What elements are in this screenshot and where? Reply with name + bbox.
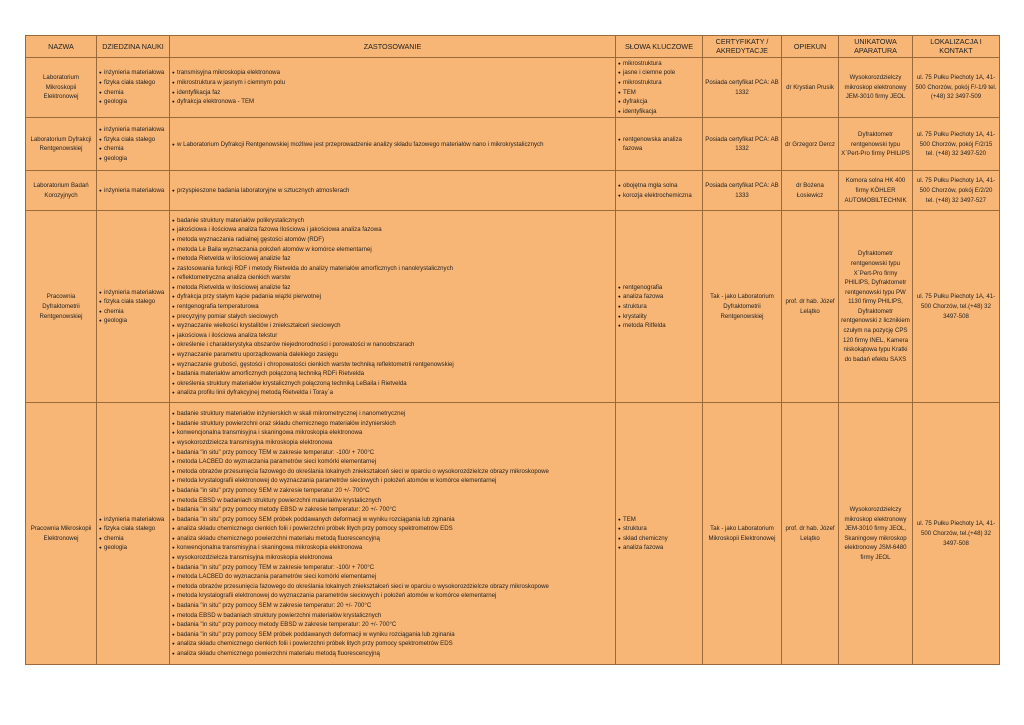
list-item: ● wyznaczanie grubości, gęstości i chropowatości cienkich warstw techniką reflektometrii rentgenowskiej (172, 360, 613, 370)
list-item: ● badania "in situ" przy pomocy metody EBSD w zakresie temperatur: 20 +/- 700°C (172, 505, 613, 515)
list-item: ● geologia (99, 543, 167, 553)
list-item: ● mikrostruktura (618, 78, 700, 88)
table-row (26, 118, 1000, 171)
list-item: ● struktura (618, 302, 700, 312)
list-item: ● badania "in situ" przy pomocy SEM w zakresie temperatur 20 +/- 700°C (172, 486, 613, 496)
cell-slowa-kluczowe-list (618, 181, 700, 200)
list-item: ● reflektometryczna analiza cienkich warstw (172, 273, 613, 283)
cell-aparatura: Wysokorozdzielczy mikroskop elektronowy JEM-3010 firmy JEOL (839, 57, 913, 118)
list-item: ● mikrostruktura w jasnym i ciemnym polu (172, 78, 613, 88)
cell-zastosowanie-list (172, 140, 613, 150)
list-item: ● badania "in situ" przy pomocy SEM próbek poddawanych deformacji w wyniku rozciągania lub zginania (172, 515, 613, 525)
list-item: ● metoda LACBED do wyznaczania parametrów sieci komórki elementarnej (172, 572, 613, 582)
cell-slowa-kluczowe (616, 211, 703, 403)
cell-opiekun: dr Grzegorz Dercz (782, 118, 839, 171)
list-item: ● wysokorozdzielcza transmisyjna mikroskopia elektronowa (172, 553, 613, 563)
cell-dziedzina-list (99, 68, 167, 106)
list-item: ● inżynieria materiałowa (99, 515, 167, 525)
cell-zastosowanie (170, 57, 616, 118)
cell-slowa-kluczowe-list (618, 283, 700, 331)
list-item: ● w Laboratorium Dyfrakcji Rentgenowskiej możliwe jest przeprowadzenie analizy składu fazowego materiałów nano i mikrokrystalicznych (172, 140, 613, 150)
list-item: ● wyznaczanie wielkości krystalitów i zniekształceń sieciowych (172, 321, 613, 331)
list-item: ● metoda krystalografii elektronowej do wyznaczania parametrów sieciowych i położeń atomów w komórce elementarnej (172, 476, 613, 486)
list-item: ● jakościowa i ilościowa analiza tekstur (172, 331, 613, 341)
list-item: ● mikrostruktura (618, 59, 700, 69)
list-item: ● badania "in situ" przy pomocy TEM w zakresie temperatur: -100/ + 700°C (172, 448, 613, 458)
cell-dziedzina (97, 403, 170, 665)
cell-aparatura: Dyfraktometr rentgenowski typu X`Pert-Pro firmy PHILIPS, Dyfraktometr rentgenowski typu PW 1130 firmy PHILIPS, Dyfraktometr rentgenowski z licznikiem czułym na pozycję CPS 120 firmy INEL, Kamera niskokątowa typu Kratki do badań efektu SAXS (839, 211, 913, 403)
cell-opiekun: prof. dr hab. Józef Lelątko (782, 403, 839, 665)
list-item: ● rentgenowska analiza fazowa (618, 135, 700, 154)
list-item: ● dyfrakcja (618, 97, 700, 107)
cell-slowa-kluczowe (616, 403, 703, 665)
cell-opiekun: dr Krystian Prusik (782, 57, 839, 118)
list-item: ● chemia (99, 144, 167, 154)
cell-zastosowanie-list (172, 68, 613, 106)
list-item: ● wysokorozdzielcza transmisyjna mikroskopia elektronowa (172, 438, 613, 448)
list-item: ● rentgenografia temperaturowa (172, 302, 613, 312)
list-item: ● metoda wyznaczania radialnej gęstości atomów (RDF) (172, 235, 613, 245)
cell-zastosowanie (170, 118, 616, 171)
header-aparatura: UNIKATOWA APARATURA (839, 36, 913, 58)
list-item: ● badania "in situ" przy pomocy TEM w zakresie temperatur: -100/ + 700°C (172, 563, 613, 573)
list-item: ● krystality (618, 312, 700, 322)
list-item: ● zastosowania funkcji RDF i metody Rietvelda do analizy materiałów amorficznych i nanokrystalicznych (172, 264, 613, 274)
list-item: ● określenie i charakterystyka obszarów niejednorodności i porowatości w nanoobszarach (172, 340, 613, 350)
cell-zastosowanie-list (172, 409, 613, 658)
list-item: ● metoda EBSD w badaniach struktury powierzchni materiałów krystalicznych (172, 496, 613, 506)
cell-lokalizacja: ul. 75 Pułku Piechoty 1A, 41-500 Chorzów, pokój F/2/15 tel. (+48) 32 3497-520 (913, 118, 1000, 171)
list-item: ● analiza fazowa (618, 292, 700, 302)
list-item: ● jasne i ciemne pole (618, 68, 700, 78)
list-item: ● metoda krystalografii elektronowej do wyznaczania parametrów sieciowych i położeń atomów w komórce elementarnej (172, 591, 613, 601)
list-item: ● fizyka ciała stałego (99, 78, 167, 88)
header-opiekun: OPIEKUN (782, 36, 839, 58)
list-item: ● konwencjonalna transmisyjna i skaningowa mikroskopia elektronowa (172, 543, 613, 553)
list-item: ● geologia (99, 154, 167, 164)
list-item: ● jakościowa i ilościowa analiza fazowa Ilościowa i jakościowa analiza fazowa (172, 225, 613, 235)
header-nazwa: NAZWA (26, 36, 97, 58)
cell-lokalizacja: ul. 75 Pułku Piechoty 1A, 41-500 Chorzów, pokój E/2/20 tel. (+48) 32 3497-527 (913, 171, 1000, 211)
cell-certyfikaty: Tak - jako Laboratorium Dyfraktometrii Rentgenowskiej (703, 211, 782, 403)
list-item: ● analiza składu chemicznego powierzchni materiału metodą fluorescencyjną (172, 649, 613, 659)
list-item: ● chemia (99, 534, 167, 544)
cell-nazwa: Laboratorium Badań Korozyjnych (26, 171, 97, 211)
cell-aparatura: Komora solna HK 400 firmy KÖHLER AUTOMOBILTECHNIK (839, 171, 913, 211)
list-item: ● metoda Rietvelda w ilościowej analizie faz (172, 283, 613, 293)
table-header-row (26, 36, 1000, 58)
cell-lokalizacja: ul. 75 Pułku Piechoty 1A, 41-500 Chorzów, tel.(+48) 32 3497-508 (913, 211, 1000, 403)
list-item: ● analiza profilu linii dyfrakcyjnej metodą Rietvelda i Toray`a (172, 388, 613, 398)
list-item: ● fizyka ciała stałego (99, 524, 167, 534)
list-item: ● dyfrakcja elektronowa - TEM (172, 97, 613, 107)
header-certyfikaty: CERTYFIKATY / AKREDYTACJE (703, 36, 782, 58)
cell-slowa-kluczowe (616, 118, 703, 171)
list-item: ● przyspieszone badania laboratoryjne w sztucznych atmosferach (172, 186, 613, 196)
cell-dziedzina (97, 118, 170, 171)
table-row (26, 403, 1000, 665)
list-item: ● korozja elektrochemiczna (618, 191, 700, 201)
cell-aparatura: Dyfraktometr rentgenowski typu X`Pert-Pro firmy PHILIPS (839, 118, 913, 171)
list-item: ● identyfikacja (618, 107, 700, 117)
list-item: ● badania "in situ" przy pomocy SEM w zakresie temperatur: 20 +/- 700°C (172, 601, 613, 611)
list-item: ● analiza składu chemicznego cienkich folii i powierzchni próbek litych przy pomocy spektrometrów EDS (172, 639, 613, 649)
cell-slowa-kluczowe-list (618, 515, 700, 553)
cell-nazwa: Pracownia Dyfraktometrii Rentgenowskiej (26, 211, 97, 403)
list-item: ● transmisyjna mikroskopia elektronowa (172, 68, 613, 78)
cell-zastosowanie (170, 403, 616, 665)
cell-nazwa: Laboratorium Dyfrakcji Rentgenowskiej (26, 118, 97, 171)
cell-zastosowanie-list (172, 186, 613, 196)
cell-zastosowanie (170, 211, 616, 403)
list-item: ● geologia (99, 97, 167, 107)
list-item: ● badanie struktury materiałów polikrystalicznych (172, 216, 613, 226)
list-item: ● metoda Ritfelda (618, 321, 700, 331)
cell-nazwa: Pracownia Mikroskopii Elektronowej (26, 403, 97, 665)
list-item: ● wyznaczanie parametru uporządkowania dalekiego zasięgu (172, 350, 613, 360)
cell-dziedzina-list (99, 288, 167, 326)
list-item: ● fizyka ciała stałego (99, 297, 167, 307)
cell-dziedzina-list (99, 125, 167, 163)
header-lokalizacja: LOKALIZACJA I KONTAKT (913, 36, 1000, 58)
list-item: ● chemia (99, 307, 167, 317)
cell-dziedzina-list (99, 186, 167, 196)
cell-dziedzina (97, 211, 170, 403)
list-item: ● inżynieria materiałowa (99, 68, 167, 78)
list-item: ● analiza fazowa (618, 543, 700, 553)
list-item: ● inżynieria materiałowa (99, 186, 167, 196)
cell-dziedzina-list (99, 515, 167, 553)
cell-dziedzina (97, 171, 170, 211)
cell-lokalizacja: ul. 75 Pułku Piechoty 1A, 41-500 Chorzów, pokój F/-1/9 tel. (+48) 32 3497-509 (913, 57, 1000, 118)
cell-aparatura: Wysokorozdzielczy mikroskop elektronowy JEM-3010 firmy JEOL, Skaningowy mikroskop elektronowy JSM-6480 firmy JEOL (839, 403, 913, 665)
cell-slowa-kluczowe-list (618, 59, 700, 117)
list-item: ● TEM (618, 88, 700, 98)
list-item: ● metoda Le Baila wyznaczania położeń atomów w komórce elementarnej (172, 245, 613, 255)
list-item: ● obojętna mgła solna (618, 181, 700, 191)
table-row (26, 211, 1000, 403)
list-item: ● badania "in situ" przy pomocy SEM próbek poddawanych deformacji w wyniku rozciągania lub zginania (172, 630, 613, 640)
list-item: ● geologia (99, 316, 167, 326)
cell-certyfikaty: Tak - jako Laboratorium Mikroskopii Elektronowej (703, 403, 782, 665)
list-item: ● badanie struktury materiałów inżynierskich w skali mikrometrycznej i nanometrycznej (172, 409, 613, 419)
list-item: ● inżynieria materiałowa (99, 125, 167, 135)
list-item: ● badanie struktury powierzchni oraz składu chemicznego materiałów inżynierskich (172, 419, 613, 429)
cell-lokalizacja: ul. 75 Pułku Piechoty 1A, 41-500 Chorzów, tel.(+48) 32 3497-508 (913, 403, 1000, 665)
cell-opiekun: prof. dr hab. Józef Lelątko (782, 211, 839, 403)
list-item: ● metoda obrazów przesunięcia fazowego do określania lokalnych zniekształceń sieci w oparciu o wysokorozdzielcze obrazy mikroskopowe (172, 582, 613, 592)
header-slowa-kluczowe: SŁOWA KLUCZOWE (616, 36, 703, 58)
cell-nazwa: Laboratorium Mikroskopii Elektronowej (26, 57, 97, 118)
list-item: ● inżynieria materiałowa (99, 288, 167, 298)
cell-zastosowanie (170, 171, 616, 211)
list-item: ● analiza składu chemicznego cienkich folii i powierzchni próbek litych przy pomocy spektrometrów EDS (172, 524, 613, 534)
laboratories-table (25, 35, 1000, 665)
cell-certyfikaty: Posiada certyfikat PCA: AB 1332 (703, 57, 782, 118)
list-item: ● chemia (99, 88, 167, 98)
cell-certyfikaty: Posiada certyfikat PCA: AB 1333 (703, 171, 782, 211)
table-row (26, 171, 1000, 211)
cell-dziedzina (97, 57, 170, 118)
cell-slowa-kluczowe (616, 171, 703, 211)
cell-slowa-kluczowe (616, 57, 703, 118)
list-item: ● metoda EBSD w badaniach struktury powierzchni materiałów krystalicznych (172, 611, 613, 621)
list-item: ● badania materiałów amorficznych połączoną techniką RDFi Rietvelda (172, 369, 613, 379)
list-item: ● metoda Rietvelda w ilościowej analizie faz (172, 254, 613, 264)
cell-opiekun: dr Bożena Łosiewicz (782, 171, 839, 211)
list-item: ● precyzyjny pomiar stałych sieciowych (172, 312, 613, 322)
list-item: ● konwencjonalna transmisyjna i skaningowa mikroskopia elektronowa (172, 428, 613, 438)
header-zastosowanie: ZASTOSOWANIE (170, 36, 616, 58)
list-item: ● identyfikacja faz (172, 88, 613, 98)
list-item: ● określenia struktury materiałów krystalicznych połączoną techniką LeBaila i Rietvelda (172, 379, 613, 389)
cell-zastosowanie-list (172, 216, 613, 398)
list-item: ● skład chemiczny (618, 534, 700, 544)
list-item: ● struktura (618, 524, 700, 534)
list-item: ● badania "in situ" przy pomocy metody EBSD w zakresie temperatur: 20 +/- 700°C (172, 620, 613, 630)
list-item: ● analiza składu chemicznego powierzchni materiału metodą fluorescencyjną (172, 534, 613, 544)
list-item: ● rentgenografia (618, 283, 700, 293)
cell-slowa-kluczowe-list (618, 135, 700, 154)
table-body (26, 57, 1000, 665)
list-item: ● metoda obrazów przesunięcia fazowego do określania lokalnych zniekształceń sieci w oparciu o wysokorozdzielcze obrazy mikroskopowe (172, 467, 613, 477)
cell-certyfikaty: Posiada certyfikat PCA: AB 1332 (703, 118, 782, 171)
table-row (26, 57, 1000, 118)
list-item: ● fizyka ciała stałego (99, 135, 167, 145)
header-dziedzina: DZIEDZINA NAUKI (97, 36, 170, 58)
list-item: ● dyfrakcja przy stałym kącie padania wiązki pierwotnej (172, 292, 613, 302)
list-item: ● TEM (618, 515, 700, 525)
list-item: ● metoda LACBED do wyznaczania parametrów sieci komórki elementarnej (172, 457, 613, 467)
